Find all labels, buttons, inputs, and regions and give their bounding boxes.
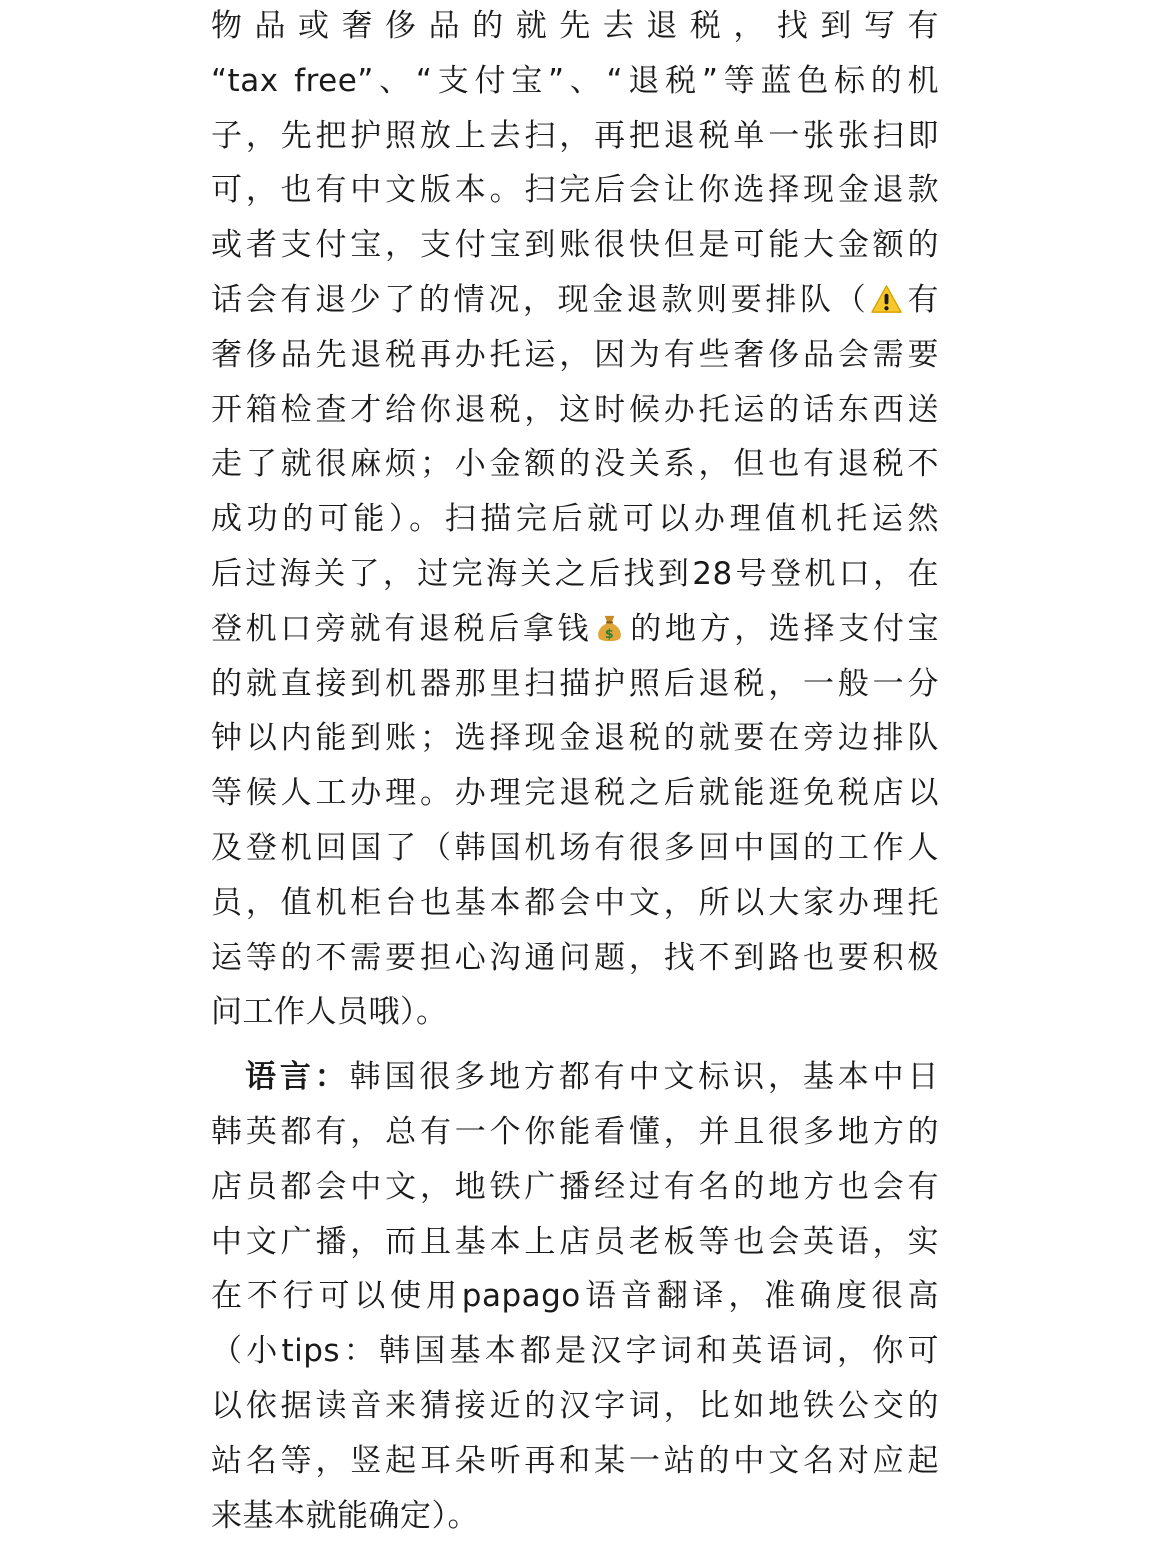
- paragraph-line: 店员都会中文，地铁广播经过有名的地方也会有: [211, 1168, 939, 1205]
- paragraph-line-with-warning: [211, 273, 939, 328]
- paragraph-line: 走了就很麻烦；小金额的没关系，但也有退税不: [211, 446, 939, 483]
- paragraph-line: “tax free”、“支付宝”、“退税”等蓝色标的机: [211, 62, 939, 99]
- paragraph-line: 来基本就能确定）。: [211, 1497, 479, 1534]
- paragraph-line-text: 韩国很多地方都有中文标识，基本中日: [349, 1059, 940, 1096]
- warning-icon: [871, 284, 902, 315]
- paragraph-line: 成功的可能）。扫描完后就可以办理值机托运然: [211, 501, 939, 538]
- paragraph-line: 员，值机柜台也基本都会中文，所以大家办理托: [211, 884, 939, 921]
- paragraph-line: 子，先把护照放上去扫，再把退税单一张张扫即: [211, 117, 939, 154]
- money-bag-icon: [594, 613, 625, 644]
- paragraph-line-text: 的地方，选择支付宝: [627, 610, 940, 647]
- language-first-line: [211, 1050, 939, 1105]
- paragraph-line: 或者支付宝，支付宝到账很快但是可能大金额的: [211, 227, 939, 264]
- paragraph-line: 奢侈品先退税再办托运，因为有些奢侈品会需要: [211, 336, 939, 373]
- paragraph-line: 钟以内能到账；选择现金退税的就要在旁边排队: [211, 720, 939, 757]
- paragraph-line: 等候人工办理。办理完退税之后就能逛免税店以: [211, 775, 939, 812]
- paragraph-line: 可，也有中文版本。扫完后会让你选择现金退款: [211, 172, 939, 209]
- paragraph-gap: [211, 1040, 939, 1050]
- paragraph-line: 运等的不需要担心沟通问题，找不到路也要积极: [211, 939, 939, 976]
- paragraph-line-with-money-bag: [211, 602, 939, 657]
- paragraph-line: 站名等，竖起耳朵听再和某一站的中文名对应起: [211, 1442, 939, 1479]
- paragraph-line: 的就直接到机器那里扫描护照后退税，一般一分: [211, 665, 939, 702]
- paragraph-line: （小tips：韩国基本都是汉字词和英语词，你可: [211, 1333, 939, 1370]
- paragraph-line: 物品或奢侈品的就先去退税，找到写有: [211, 8, 939, 44]
- language-heading: 语言：: [245, 1059, 350, 1096]
- paragraph-line: 韩英都有，总有一个你能看懂，并且很多地方的: [211, 1113, 939, 1150]
- paragraph-line: 问工作人员哦）。: [211, 994, 448, 1031]
- paragraph-line-text: 有: [904, 281, 940, 318]
- paragraph-line: 及登机回国了（韩国机场有很多回中国的工作人: [211, 829, 939, 866]
- paragraph-line: 在不行可以使用papago语音翻译，准确度很高: [211, 1278, 939, 1315]
- paragraph-line-text: 话会有退少了的情况，现金退款则要排队（: [211, 281, 870, 318]
- paragraph-line: 以依据读音来猜接近的汉字词，比如地铁公交的: [211, 1387, 939, 1424]
- paragraph-line: 中文广播，而且基本上店员老板等也会英语，实: [211, 1223, 939, 1260]
- svg-text:$: $: [605, 625, 615, 641]
- article-body: [211, 0, 939, 1532]
- paragraph-line: 后过海关了，过完海关之后找到28号登机口，在: [211, 555, 939, 592]
- paragraph-line: 开箱检查才给你退税，这时候办托运的话东西送: [211, 391, 939, 428]
- paragraph-line-text: 登机口旁就有退税后拿钱: [211, 610, 593, 647]
